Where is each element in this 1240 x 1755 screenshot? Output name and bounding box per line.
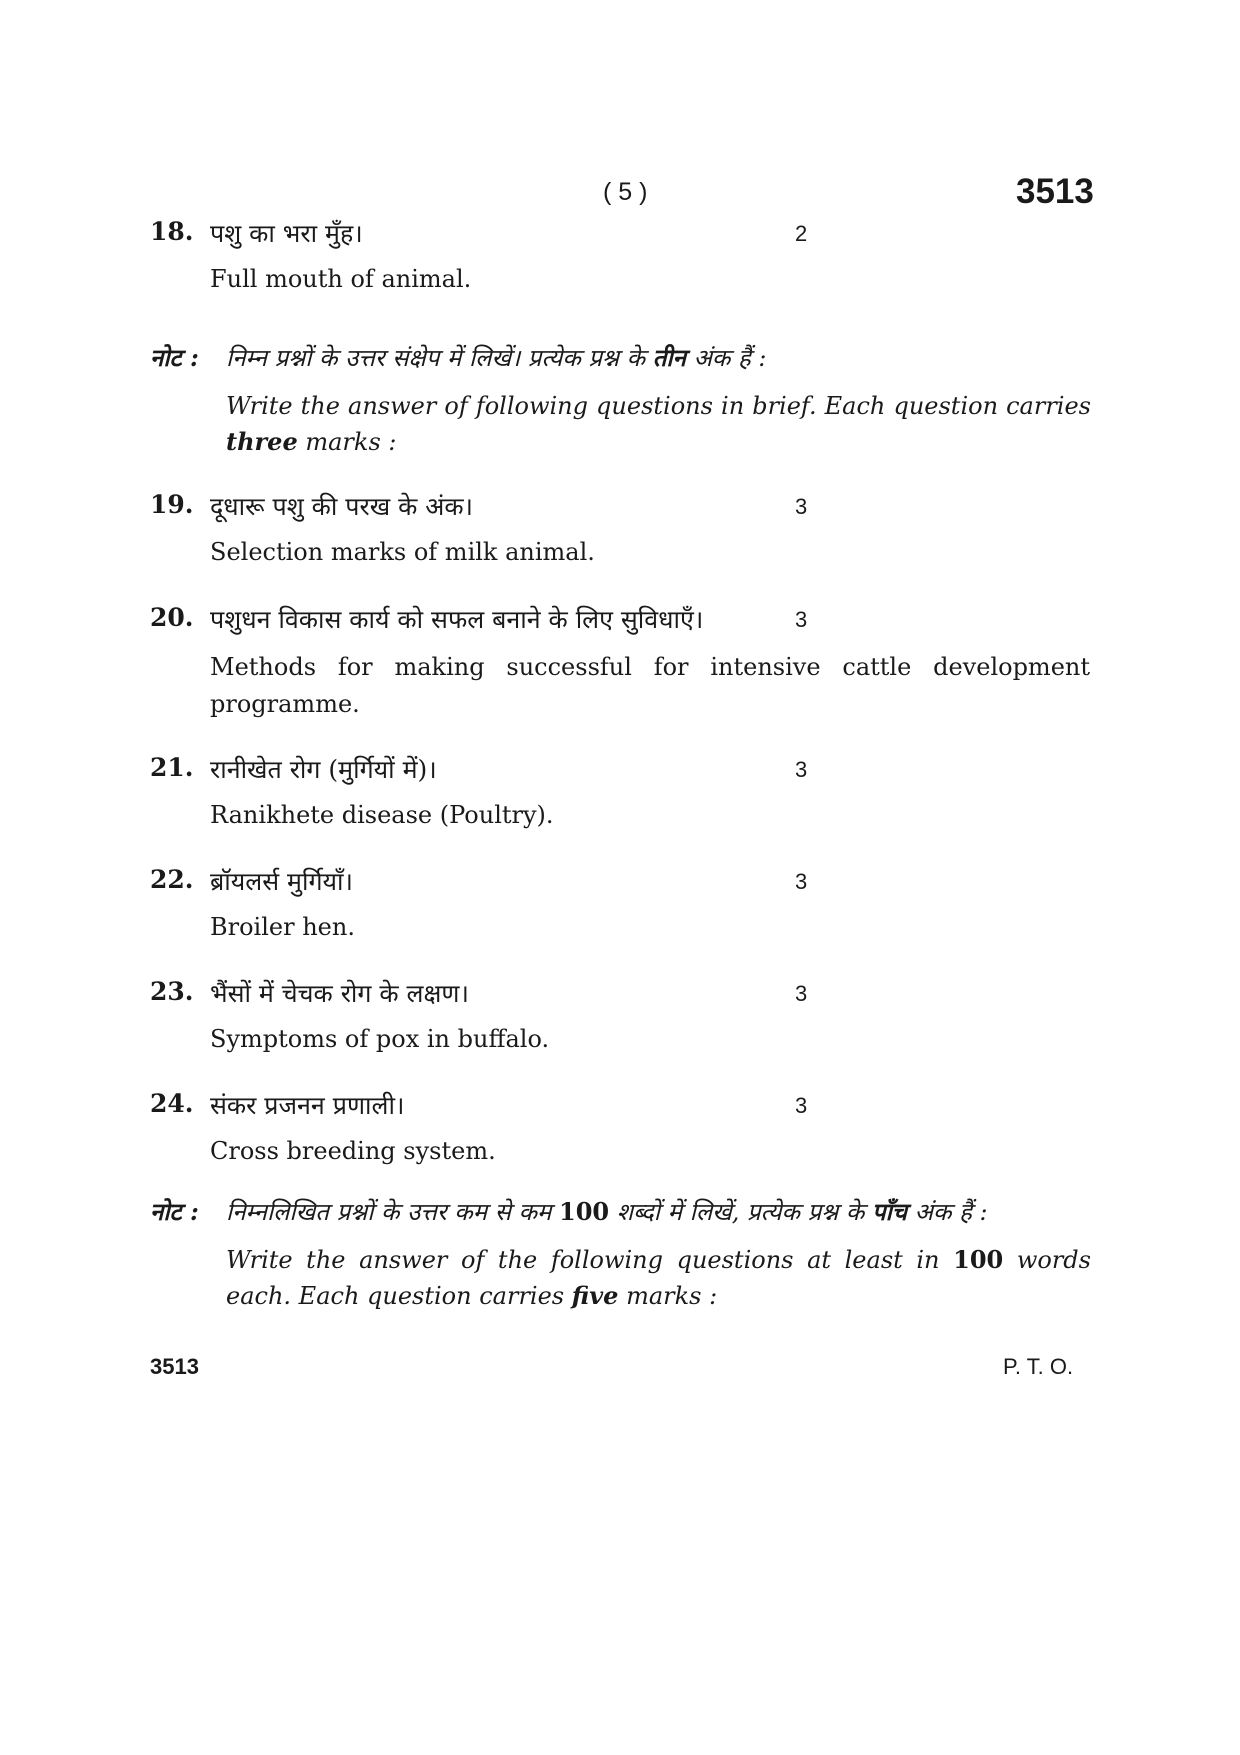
paper-code-header: 3513 [1016, 172, 1094, 211]
question-number: 20. [150, 603, 194, 632]
question-text-english: Ranikhete disease (Poultry). [210, 801, 554, 829]
paper-code-footer: 3513 [150, 1354, 199, 1379]
question-text-english: Methods for making successful for intensive cattle development programme. [210, 653, 1090, 718]
question-text-hindi: संकर प्रजनन प्रणाली। [210, 1091, 405, 1120]
question-marks: 3 [795, 607, 808, 632]
question-text-hindi: पशुधन विकास कार्य को सफल बनाने के लिए सुविधाएँ। [210, 605, 704, 634]
question-text-english: Full mouth of animal. [210, 265, 472, 293]
question-text-english: Selection marks of milk animal. [210, 538, 595, 566]
question-text-english: Cross breeding system. [210, 1137, 496, 1165]
page-number: ( 5 ) [603, 178, 648, 206]
note-text-english: Write the answer of following questions in brief. Each question carries three marks : [226, 392, 1091, 456]
question-text-hindi: पशु का भरा मुँह। [210, 219, 363, 248]
question-number: 18. [150, 217, 194, 246]
question-text-hindi: ब्रॉयलर्स मुर्गियाँ। [210, 867, 353, 896]
question-marks: 3 [795, 1093, 808, 1118]
question-marks: 3 [795, 981, 808, 1006]
question-marks: 3 [795, 869, 808, 894]
question-text-english: Symptoms of pox in buffalo. [210, 1025, 550, 1053]
note-text-hindi: निम्नलिखित प्रश्नों के उत्तर कम से कम 100 शब्दों में लिखें, प्रत्येक प्रश्न के पाँच अंक हैं : [226, 1197, 988, 1226]
note-label: नोट : [150, 1197, 199, 1226]
question-text-hindi: दूधारू पशु की परख के अंक। [210, 492, 474, 521]
question-marks: 2 [795, 221, 808, 246]
question-marks: 3 [795, 757, 808, 782]
note-text-hindi: निम्न प्रश्नों के उत्तर संक्षेप में लिखें। प्रत्येक प्रश्न के तीन अंक हैं : [226, 343, 767, 372]
question-text-hindi: भैंसों में चेचक रोग के लक्षण। [210, 979, 469, 1008]
pto-label: P. T. O. [1003, 1354, 1074, 1379]
note-text-english: Write the answer of the following questions at least in 100 words each. Each question carries five marks : [226, 1245, 1091, 1310]
question-number: 19. [150, 490, 194, 519]
question-number: 24. [150, 1089, 194, 1118]
question-marks: 3 [795, 494, 808, 519]
question-number: 23. [150, 977, 194, 1006]
question-number: 21. [150, 753, 194, 782]
note-label: नोट : [150, 343, 199, 372]
question-number: 22. [150, 865, 194, 894]
question-text-hindi: रानीखेत रोग (मुर्गियों में)। [210, 755, 437, 784]
question-text-english: Broiler hen. [210, 913, 355, 941]
